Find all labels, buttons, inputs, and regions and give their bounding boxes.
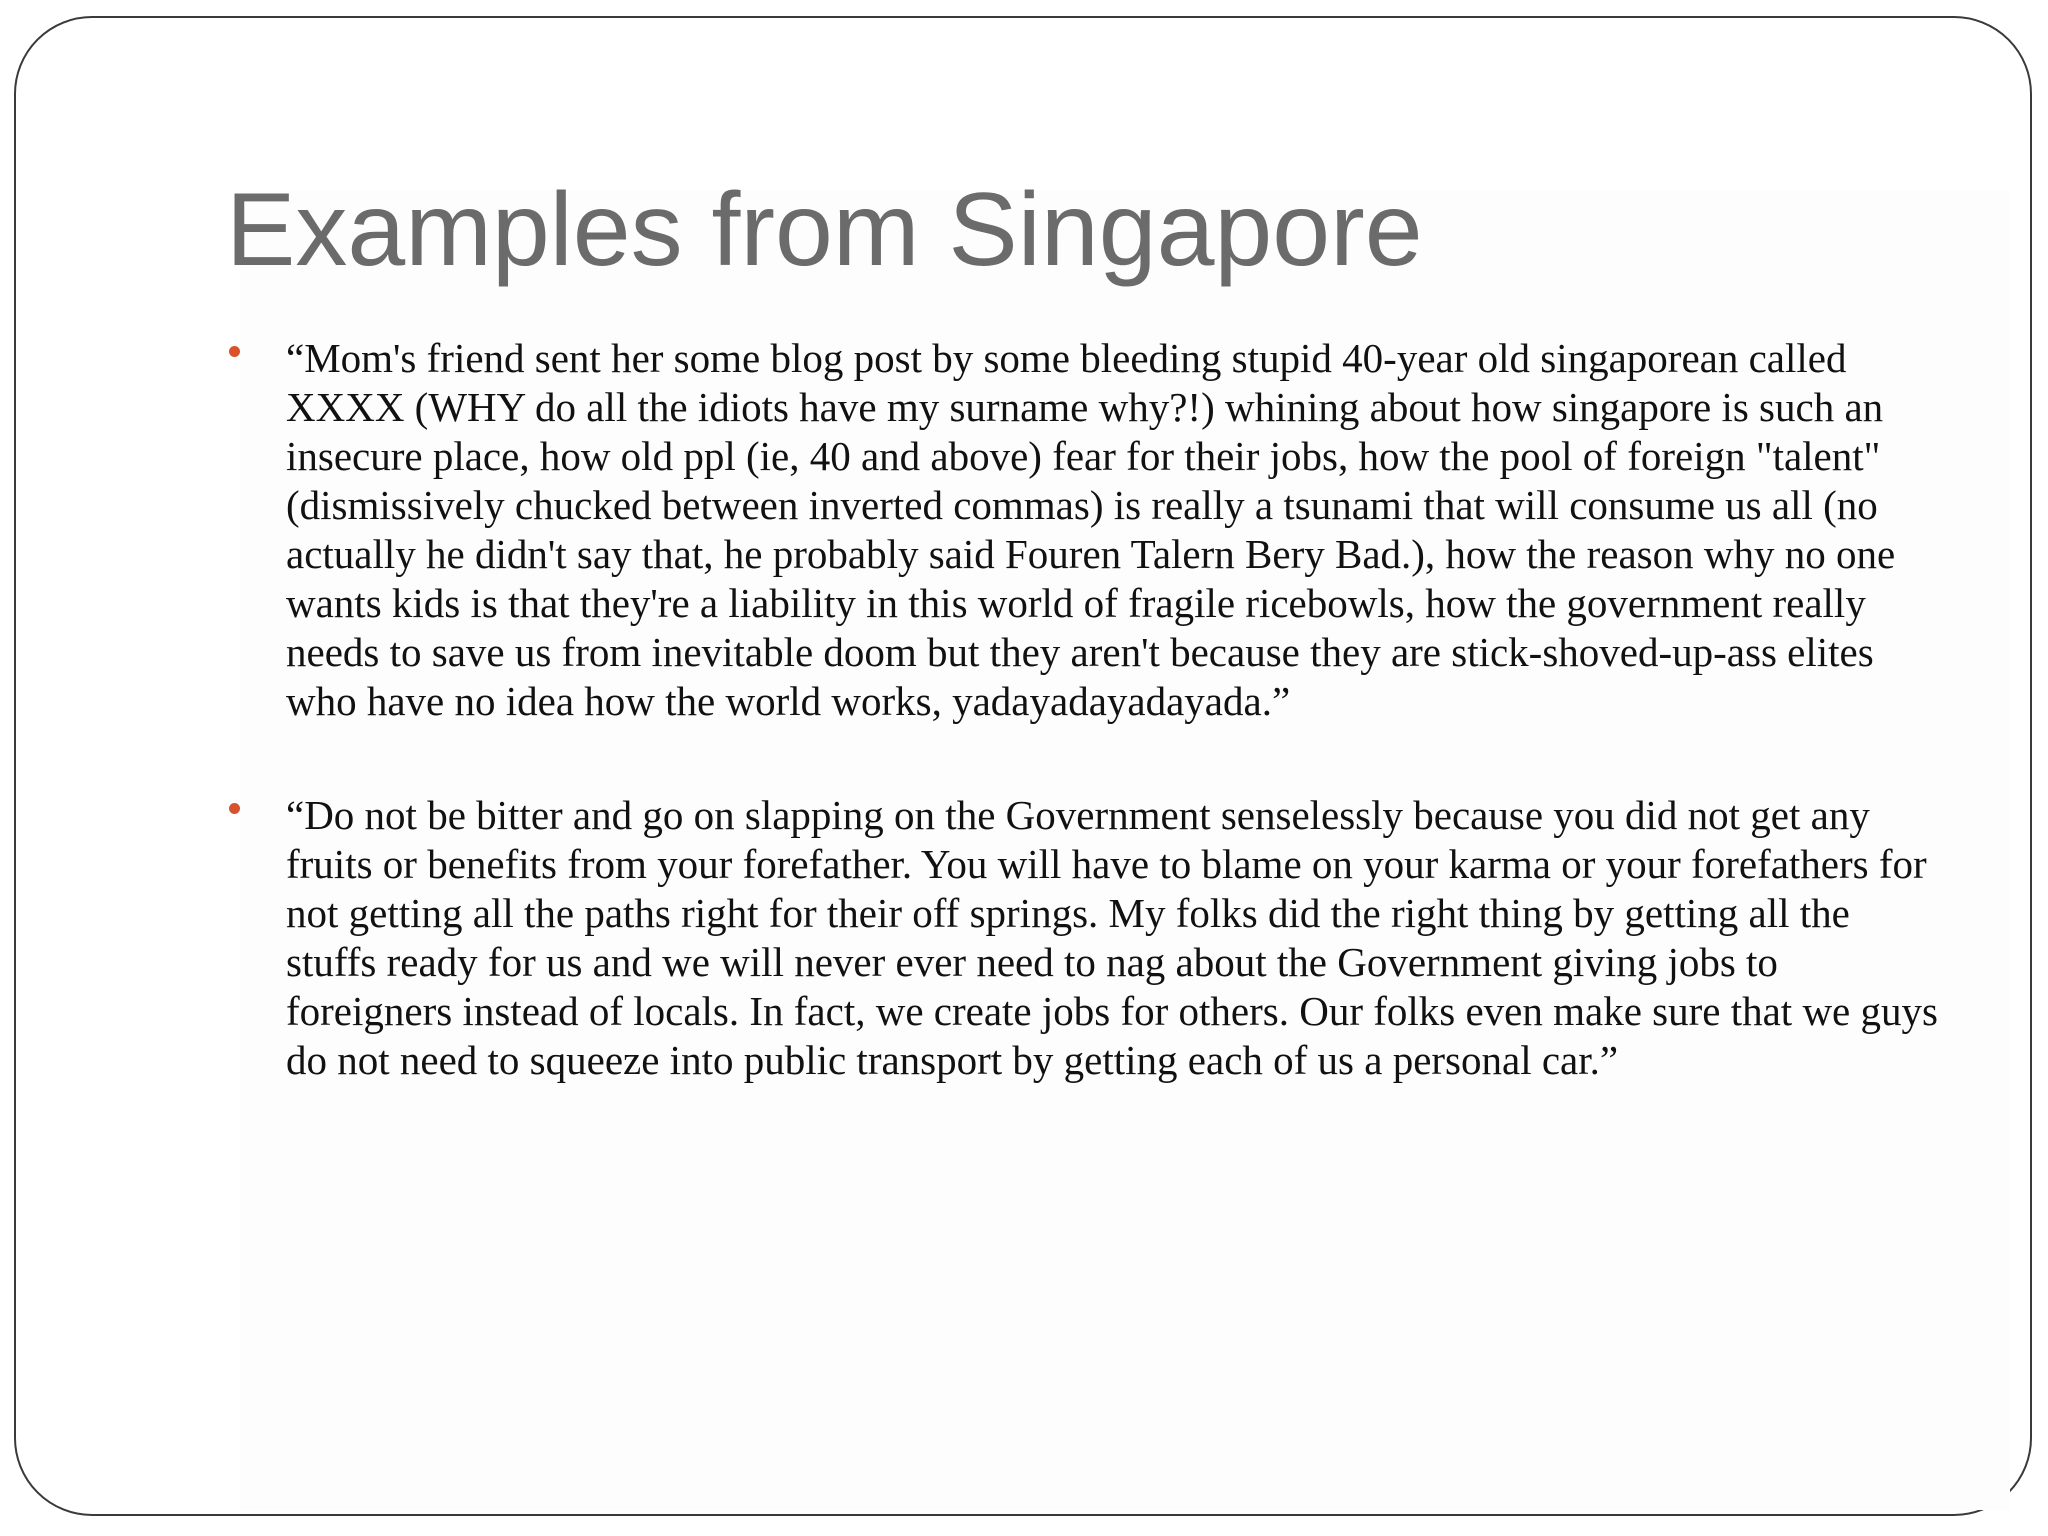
bullet-list: [226, 334, 1946, 1085]
quote-text-2: “Do not be bitter and go on slapping on the Government senselessly because you did not get any fruits or benefits from your forefather. You will have to blame on your karma or your forefathers for not getting all the paths right for their off springs. My folks did the right thing by getting all the stuffs ready for us and we will never ever need to nag about the Government giving jobs to foreigners instead of locals. In fact, we create jobs for others. Our folks even make sure that we guys do not need to squeeze into public transport by getting each of us a personal car.”: [286, 792, 1938, 1083]
bullet-dot-icon: [229, 803, 240, 814]
bullet-item-1: [226, 334, 1946, 726]
quote-text-1: “Mom's friend sent her some blog post by some bleeding stupid 40-year old singaporean called XXXX (WHY do all the idiots have my surname why?!) whining about how singapore is such an insecure place, how old ppl (ie, 40 and above) fear for their jobs, how the pool of foreign "talent" (dismissively chucked between inverted commas) is really a tsunami that will consume us all (no actually he didn't say that, he probably said Fouren Talern Bery Bad.), how the reason why no one wants kids is that they're a liability in this world of fragile ricebowls, how the government really needs to save us from inevitable doom but they aren't because they are stick-shoved-up-ass elites who have no idea how the world works, yadayadayadayada.”: [286, 335, 1896, 724]
bullet-item-2: [226, 791, 1946, 1085]
bullet-dot-icon: [229, 346, 240, 357]
slide-title: Examples from Singapore: [226, 172, 1423, 288]
